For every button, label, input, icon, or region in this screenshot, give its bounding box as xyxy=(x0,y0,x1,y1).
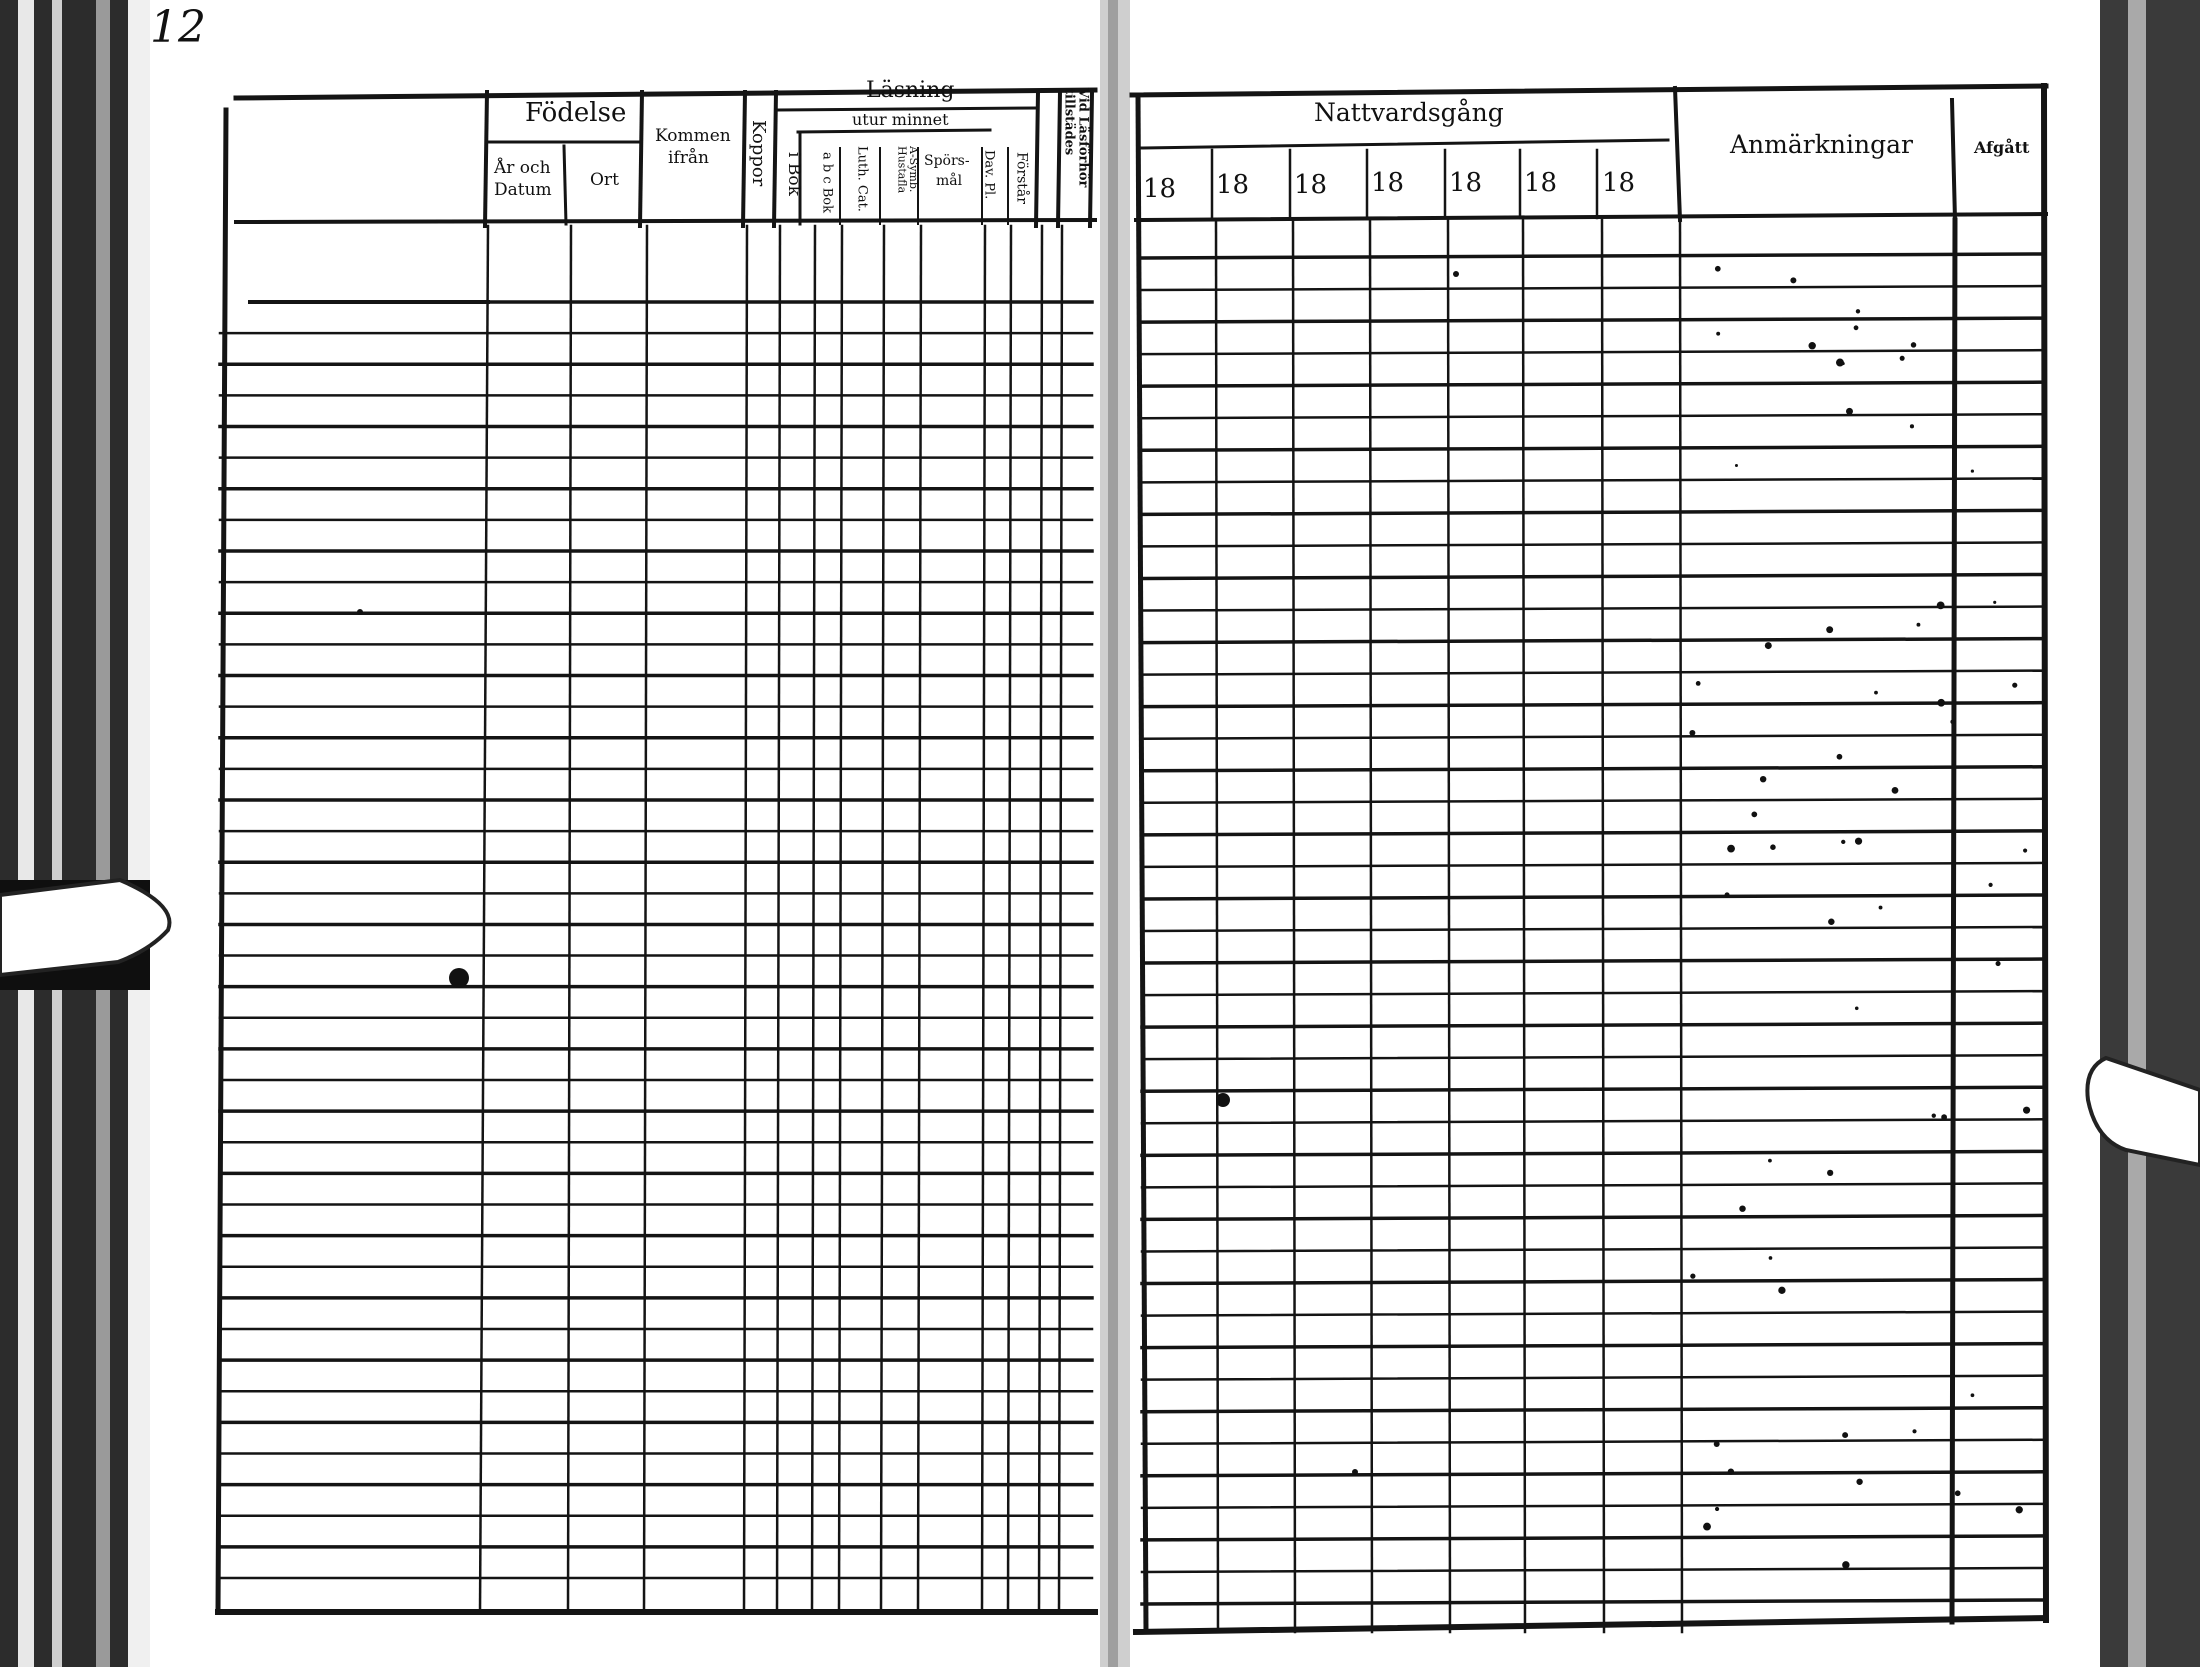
i-bok-header: i Bok xyxy=(783,152,804,196)
right-row-rule-27 xyxy=(1142,1119,2044,1123)
left-body-column-4 xyxy=(777,226,780,1612)
speck-annotation-37 xyxy=(1971,469,1974,472)
paper-specks xyxy=(357,266,2030,1569)
year-col-1: 18 xyxy=(1143,174,1177,204)
left-body-column-0 xyxy=(480,226,488,1612)
right-row-rule-1 xyxy=(1142,286,2044,290)
right-row-rule-40 xyxy=(1142,1536,2044,1540)
speck-annotation-48 xyxy=(1932,1114,1936,1118)
speck-annotation-13 xyxy=(1950,719,1955,724)
speck-annotation-58 xyxy=(1955,1490,1961,1496)
right-body-column-6 xyxy=(1680,220,1682,1632)
right-row-rule-17 xyxy=(1142,799,2044,803)
ruled-lines xyxy=(218,86,2046,1632)
right-row-rule-25 xyxy=(1142,1055,2044,1059)
speck-annotation-39 xyxy=(1971,1393,1975,1397)
right-row-rule-14 xyxy=(1142,703,2044,707)
speck-annotation-51 xyxy=(1790,277,1796,283)
speck-annotation-29 xyxy=(1937,602,1945,610)
afgatt-header: Afgått xyxy=(1974,138,2030,157)
right-row-rule-39 xyxy=(1142,1504,2044,1508)
right-body-column-2 xyxy=(1370,220,1372,1632)
right-row-rule-31 xyxy=(1142,1247,2044,1251)
right-row-rule-24 xyxy=(1142,1023,2044,1027)
speck-3 xyxy=(1453,271,1459,277)
right-row-rule-36 xyxy=(1142,1408,2044,1412)
right-row-rule-21 xyxy=(1142,927,2044,931)
right-row-rule-13 xyxy=(1142,671,2044,675)
speck-annotation-54 xyxy=(1728,1468,1734,1474)
speck-annotation-33 xyxy=(1846,408,1853,415)
fodelse-inner-divider xyxy=(564,146,566,224)
ink-blot-right xyxy=(1216,1093,1230,1107)
speck-annotation-53 xyxy=(1996,961,2001,966)
ar-och-datum-header-1: År och xyxy=(494,158,551,178)
speck-annotation-32 xyxy=(1842,1432,1848,1438)
right-row-rule-2 xyxy=(1142,318,2044,322)
year-col-4: 18 xyxy=(1371,168,1405,198)
speck-annotation-12 xyxy=(1874,691,1878,695)
right-row-rule-29 xyxy=(1142,1183,2044,1187)
left-body-column-6 xyxy=(839,226,842,1612)
kommen-ifran-header-2: ifrån xyxy=(668,148,709,168)
anmarkningar-divider-top xyxy=(1675,88,1680,220)
right-row-rule-11 xyxy=(1142,607,2044,611)
right-row-rule-35 xyxy=(1142,1376,2044,1380)
right-body-column-1 xyxy=(1293,220,1295,1632)
speck-annotation-25 xyxy=(2016,1506,2023,1513)
speck-annotation-26 xyxy=(1941,1114,1947,1120)
right-outer-rule-left xyxy=(1138,95,1146,1632)
speck-annotation-2 xyxy=(1714,1441,1720,1447)
speck-annotation-40 xyxy=(1856,309,1860,313)
left-body-column-8 xyxy=(918,226,921,1612)
right-body-column-5 xyxy=(1602,220,1604,1632)
right-row-rule-22 xyxy=(1142,959,2044,963)
left-body-column-5 xyxy=(812,226,815,1612)
speck-annotation-10 xyxy=(1917,623,1921,627)
right-row-rule-18 xyxy=(1142,831,2044,835)
year-col-6: 18 xyxy=(1524,168,1558,198)
afgatt-divider-top xyxy=(1952,100,1955,220)
speck-annotation-23 xyxy=(1769,1256,1773,1260)
speck-annotation-15 xyxy=(1989,883,1993,887)
speck-annotation-7 xyxy=(1703,1523,1711,1531)
speck-annotation-35 xyxy=(1739,1205,1745,1211)
speck-annotation-44 xyxy=(1900,356,1905,361)
right-row-rule-42 xyxy=(1142,1600,2044,1604)
right-row-rule-32 xyxy=(1142,1280,2044,1284)
speck-annotation-41 xyxy=(1854,325,1859,330)
right-row-rule-5 xyxy=(1142,414,2044,418)
afgatt-column-rule xyxy=(1952,220,1955,1622)
nattvardsgang-subrule xyxy=(1140,140,1668,148)
left-header-divider-4 xyxy=(1036,92,1038,226)
right-row-rule-38 xyxy=(1142,1472,2044,1476)
year-col-7: 18 xyxy=(1602,168,1636,198)
dav-pl-header: Dav. Pl. xyxy=(981,150,997,200)
ink-blot-left xyxy=(449,968,469,988)
luth-cat-header: Luth. Cat. xyxy=(854,146,870,212)
left-body-column-9 xyxy=(982,226,985,1612)
left-body-column-3 xyxy=(744,226,747,1612)
left-header-bottom-rule xyxy=(236,220,1095,222)
right-header-bottom-rule xyxy=(1136,214,2046,220)
left-top-rule xyxy=(236,90,1095,98)
left-header-divider-0 xyxy=(485,92,487,226)
left-header-divider-5 xyxy=(1058,92,1060,226)
speck-annotation-8 xyxy=(1727,845,1735,853)
right-row-rule-28 xyxy=(1142,1151,2044,1155)
right-body-column-0 xyxy=(1216,220,1218,1632)
utur-minnet-subrule xyxy=(798,130,990,132)
fodelse-header: Födelse xyxy=(525,98,627,128)
speck-2 xyxy=(1352,1469,1358,1475)
speck-annotation-6 xyxy=(1879,906,1883,910)
center-fold xyxy=(1100,0,1130,1667)
speck-annotation-47 xyxy=(1937,699,1945,707)
speck-annotation-52 xyxy=(1837,754,1843,760)
page-number: 12 xyxy=(150,2,206,53)
right-body-column-3 xyxy=(1448,220,1450,1632)
right-row-rule-33 xyxy=(1142,1312,2044,1316)
right-body-column-4 xyxy=(1523,220,1525,1632)
speck-annotation-24 xyxy=(1778,1287,1785,1294)
speck-annotation-36 xyxy=(1912,1429,1916,1433)
speck-annotation-30 xyxy=(1689,730,1695,736)
right-row-rule-23 xyxy=(1142,991,2044,995)
speck-annotation-50 xyxy=(1716,332,1720,336)
right-row-rule-20 xyxy=(1142,895,2044,899)
year-col-2: 18 xyxy=(1216,170,1250,200)
right-row-rule-9 xyxy=(1142,542,2044,546)
right-row-rule-4 xyxy=(1142,382,2044,386)
utur-minnet-header: utur minnet xyxy=(852,110,949,129)
speck-annotation-11 xyxy=(2023,848,2027,852)
anmarkningar-header: Anmärkningar xyxy=(1730,130,1913,159)
right-row-rule-16 xyxy=(1142,767,2044,771)
speck-annotation-17 xyxy=(1910,424,1914,428)
a-symb-header xyxy=(896,146,919,193)
vid-lasforhor-line-1: Vid Läsförhör xyxy=(1075,88,1091,188)
speck-annotation-59 xyxy=(2023,1107,2030,1114)
left-body-column-12 xyxy=(1059,226,1062,1612)
left-body-column-2 xyxy=(644,226,647,1612)
speck-annotation-5 xyxy=(1768,1159,1772,1163)
left-body-column-11 xyxy=(1039,226,1042,1612)
koppor-header: Koppor xyxy=(747,120,769,187)
left-body-column-1 xyxy=(568,226,571,1612)
speck-annotation-57 xyxy=(1828,919,1835,926)
speck-annotation-56 xyxy=(1842,1561,1849,1568)
vid-lasforhor-line-2: tillstädes xyxy=(1061,88,1077,156)
right-row-rule-19 xyxy=(1142,863,2044,867)
speck-annotation-4 xyxy=(1911,342,1916,347)
speck-annotation-45 xyxy=(1725,892,1730,897)
right-top-rule xyxy=(1132,86,2046,95)
speck-annotation-21 xyxy=(1855,838,1862,845)
speck-annotation-42 xyxy=(1765,642,1772,649)
vid-lasforhor-header xyxy=(1062,88,1089,187)
speck-annotation-27 xyxy=(1696,681,1701,686)
forstar-header: Förstår xyxy=(1013,152,1030,204)
right-row-rule-8 xyxy=(1142,510,2044,514)
year-col-5: 18 xyxy=(1449,168,1483,198)
left-header-divider-3 xyxy=(774,92,776,226)
year-col-3: 18 xyxy=(1294,170,1328,200)
left-body-column-7 xyxy=(881,226,884,1612)
right-row-rule-0 xyxy=(1142,254,2044,258)
left-binding-shadow xyxy=(0,0,150,1667)
speck-annotation-22 xyxy=(1841,840,1845,844)
ort-header: Ort xyxy=(590,170,619,190)
nattvardsgang-header: Nattvardsgång xyxy=(1314,98,1504,127)
lasning-header: Läsning xyxy=(866,78,955,103)
a-symb-line-2: Hustafla xyxy=(895,146,909,194)
right-row-rule-7 xyxy=(1142,478,2044,482)
speck-annotation-20 xyxy=(2012,683,2017,688)
right-row-rule-10 xyxy=(1142,574,2044,578)
right-row-rule-15 xyxy=(1142,735,2044,739)
speck-annotation-34 xyxy=(1993,601,1996,604)
right-outer-rule-right xyxy=(2044,86,2046,1620)
speck-annotation-31 xyxy=(1836,359,1844,367)
speck-annotation-9 xyxy=(1751,811,1757,817)
speck-annotation-19 xyxy=(1827,1170,1833,1176)
sporsmal-header-2: mål xyxy=(936,173,963,189)
speck-annotation-14 xyxy=(1715,1507,1719,1511)
speck-annotation-1 xyxy=(1770,844,1776,850)
right-row-rule-3 xyxy=(1142,350,2044,354)
right-edge-shadow xyxy=(2100,0,2200,1667)
left-header-divider-1 xyxy=(640,92,642,226)
speck-annotation-16 xyxy=(1892,787,1899,794)
right-row-rule-41 xyxy=(1142,1568,2044,1572)
right-row-rule-37 xyxy=(1142,1440,2044,1444)
speck-annotation-49 xyxy=(1808,342,1815,349)
speck-annotation-0 xyxy=(1855,1006,1859,1010)
right-row-rule-30 xyxy=(1142,1215,2044,1219)
right-row-rule-26 xyxy=(1142,1087,2044,1091)
speck-annotation-28 xyxy=(1760,776,1766,782)
kommen-ifran-header-1: Kommen xyxy=(655,126,731,146)
left-header-divider-2 xyxy=(743,92,745,226)
a-symb-line-1: A-Symb. xyxy=(907,146,921,193)
speck-1 xyxy=(357,609,363,615)
sporsmal-header-1: Spörs- xyxy=(924,153,970,169)
speck-annotation-55 xyxy=(1856,1479,1862,1485)
abc-bok-header: a b c Bok xyxy=(819,152,835,214)
right-row-rule-34 xyxy=(1142,1344,2044,1348)
ar-och-datum-header-2: Datum xyxy=(494,180,552,200)
right-row-rule-12 xyxy=(1142,639,2044,643)
speck-annotation-43 xyxy=(1735,464,1738,467)
left-header-divider-6 xyxy=(1090,92,1092,226)
right-bottom-rule xyxy=(1136,1618,2046,1632)
right-row-rule-6 xyxy=(1142,446,2044,450)
speck-annotation-3 xyxy=(1826,626,1833,633)
left-body-column-10 xyxy=(1008,226,1011,1612)
speck-annotation-38 xyxy=(1715,266,1721,272)
speck-annotation-46 xyxy=(1690,1273,1695,1278)
